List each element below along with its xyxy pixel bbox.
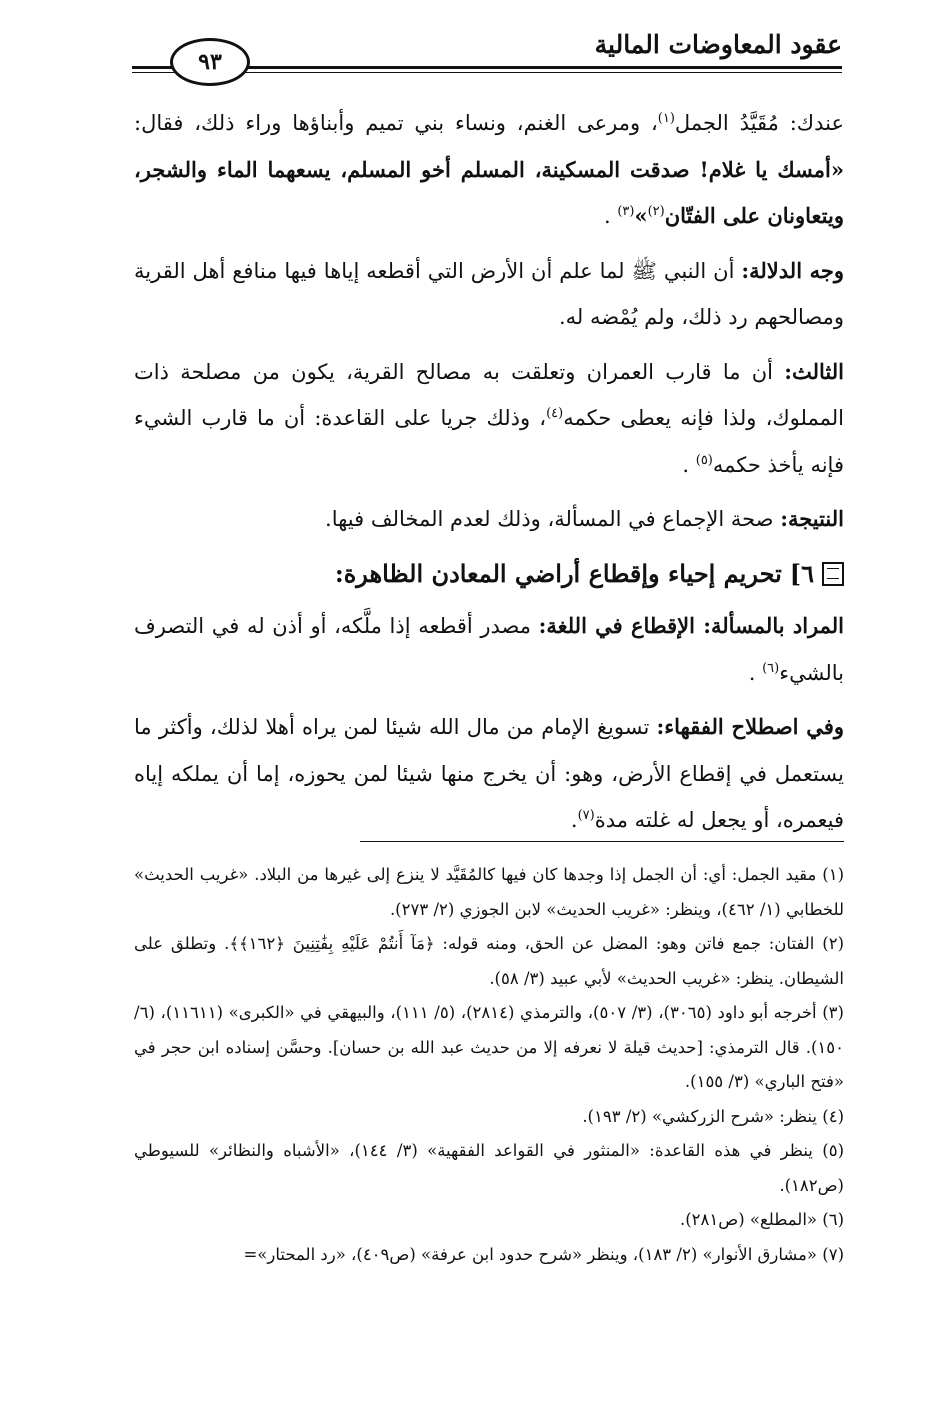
footnote-ref: (٤): [546, 406, 564, 421]
paragraph-lead: النتيجة:: [780, 506, 844, 531]
footnote-ref: (٣): [617, 204, 635, 219]
section-heading: [134, 551, 844, 598]
document-icon: [822, 562, 844, 586]
paragraph-definition-lang: المراد بالمسألة: الإقطاع في اللغة: مصدر أقطعه إذا ملَّكه، أو أذن له في التصرف بالشيء$^{(٦)}$ .: [134, 613, 844, 685]
footnote: (٢) الفتان: جمع فاتن وهو: المضل عن الحق، ومنه قوله: ﴿مَآ أَنتُمْ عَلَيْهِ بِفَٰتِنِينَ ﴿١٦٢﴾﴾. وتطلق على الشيطان. ينظر: «غريب الحديث» لأبي عبيد (٣/ ٥٨).: [134, 934, 844, 988]
hadith-quote: «أمسك يا غلام! صدقت المسكينة، المسلم أخو المسلم، يسعهما الماء والشجر، ويتعاونان على الفتّان: [134, 156, 844, 228]
footnote: (٤) ينظر: «شرح الزركشي» (٢/ ١٩٣).: [582, 1106, 844, 1126]
paragraph-lead: وفي اصطلاح الفقهاء:: [656, 714, 844, 739]
paragraph-definition-fiqh: وفي اصطلاح الفقهاء: تسويغ الإمام من مال الله شيئا لمن يراه أهلا لذلك، وأكثر ما يستعمل في إقطاع الأرض، وهو: أن يخرج منها شيئا لمن يحوزه، إما أن يملكه إياه فيعمره، أو يجعل له غلته مدة$^{(٧)}$.: [134, 714, 844, 832]
paragraph-lead: المراد بالمسألة: الإقطاع في اللغة:: [538, 613, 844, 638]
footnote-ref: (٢): [647, 204, 665, 219]
paragraph-hadith-end: عندك: مُقَيَّدُ الجمل$^{(١)}$، ومرعى الغنم، ونساء بني تميم وأبناؤها وراء ذلك، فقال: «أمسك يا غلام! صدقت المسكينة، المسلم أخو المسلم، يسعهما الماء والشجر، ويتعاونان على الفتّان$^{(٢)}$»$^{(٣)}$ .: [134, 111, 844, 228]
footnote-ref: (٦): [762, 660, 780, 676]
paragraph-lead: الثالث:: [784, 358, 844, 384]
paragraph-evidence: وجه الدلالة: أن النبي ﷺ لما علم أن الأرض التي أقطعه إياها فيها منافع أهل القرية ومصالحهم رد ذلك، ولم يُمْضه له.: [134, 257, 844, 329]
footnote-ref: (١): [657, 111, 675, 126]
paragraph-result: النتيجة: صحة الإجماع في المسألة، وذلك لعدم المخالف فيها.: [325, 506, 844, 531]
footnote: (٥) ينظر في هذه القاعدة: «المنثور في القواعد الفقهية» (٣/ ١٤٤)، «الأشباه والنظائر» للسيوطي (ص١٨٢).: [134, 1141, 845, 1195]
footnotes: [134, 858, 844, 1272]
section-title: تحريم إحياء وإقطاع أراضي المعادن الظاهرة:: [334, 558, 782, 588]
main-text: [134, 100, 844, 852]
paragraph-third: الثالث: أن ما قارب العمران وتعلقت به مصالح القرية، يكون من مصلحة ذات المملوك، ولذا فإنه يعطى حكمه$^{(٤)}$، وذلك جريا على القاعدة: أن ما قارب الشيء فإنه يأخذ حكمه$^{(٥)}$ .: [134, 358, 844, 477]
footnote: (٧) «مشارق الأنوار» (٢/ ١٨٣)، وينظر «شرح حدود ابن عرفة» (ص٤٠٩)، «رد المحتار»=: [243, 1244, 844, 1264]
page-number: ٩٣: [170, 38, 250, 86]
paragraph-lead: وجه الدلالة:: [741, 257, 844, 283]
footnote: (١) مقيد الجمل: أي: أن الجمل إذا وجدها كان فيها كالمُقَيَّد لا ينزع إلى غيرها من البلاد. «غريب الحديث» للخطابي (١/ ٤٦٢)، وينظر: «غريب الحديث» لابن الجوزي (٢/ ٢٧٣).: [134, 865, 844, 919]
section-number: ٦]: [789, 558, 814, 588]
running-title: عقود المعاوضات المالية: [594, 30, 842, 59]
footnote-separator: [360, 841, 844, 842]
footnote-ref: (٧): [577, 808, 595, 823]
footnote: (٣) أخرجه أبو داود (٣٠٦٥)، (٣/ ٥٠٧)، والترمذي (٢٨١٤)، (٥/ ١١١)، والبيهقي في «الكبرى» (١١٦١١)، (٦/ ١٥٠). قال الترمذي: [حديث قيلة لا نعرفه إلا من حديث عبد الله بن حسان]. وحسَّن إسناده ابن حجر في «فتح الباري» (٣/ ١٥٥).: [134, 1003, 844, 1091]
footnote: (٦) «المطلع» (ص٢٨١).: [679, 1210, 844, 1229]
footnote-ref: (٥): [695, 452, 713, 468]
